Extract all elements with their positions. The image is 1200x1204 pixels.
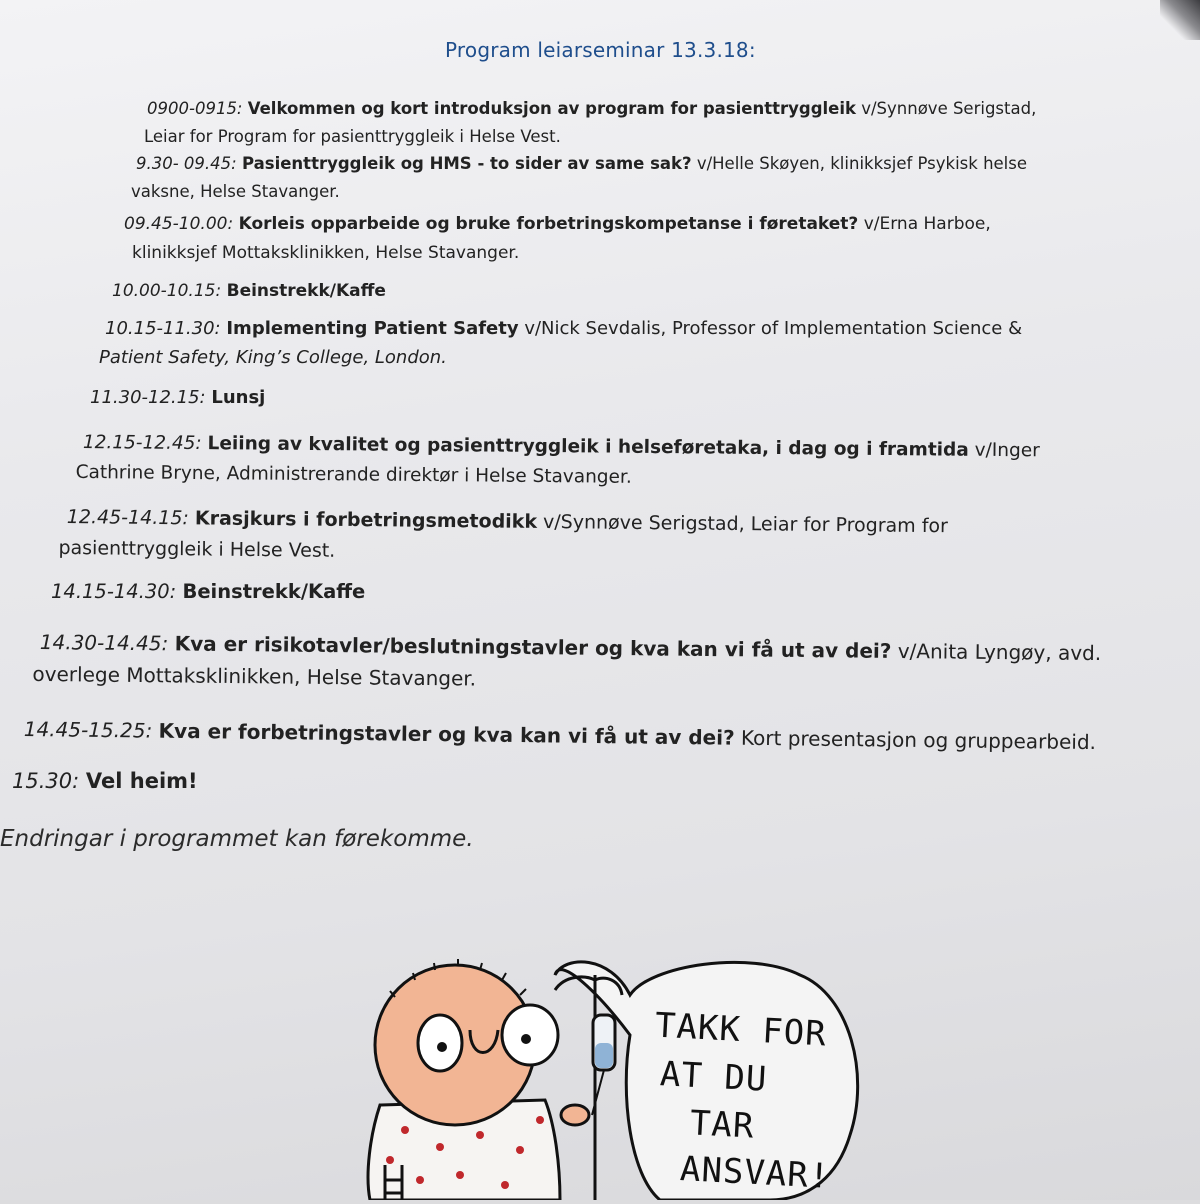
item-detail: Patient Safety, King’s College, London. <box>99 347 447 368</box>
item-topic: Vel heim! <box>85 769 198 793</box>
patient-hand <box>561 1105 589 1125</box>
item-topic: Pasienttryggleik og HMS - to sider av same sak? <box>241 154 692 173</box>
schedule-item-2 <box>131 150 1028 206</box>
item-time: 14.15-14.30: <box>51 580 177 603</box>
item-detail: pasienttryggleik i Helse Vest. <box>58 536 336 562</box>
speech-bubble-line-3: TAR <box>688 1103 756 1147</box>
schedule-item-6 <box>90 383 265 412</box>
item-speaker: v/Synnøve Serigstad, <box>855 99 1037 118</box>
item-speaker: v/Erna Harboe, <box>858 214 991 234</box>
speech-bubble-line-1: TAKK FOR <box>654 1005 828 1055</box>
schedule-item-9 <box>51 576 365 607</box>
item-speaker: v/Nick Sevdalis, Professor of Implementation Science & <box>518 318 1023 339</box>
speech-bubble-line-2: AT DU <box>659 1054 769 1100</box>
item-topic: Kva er forbetringstavler og kva kan vi få ut av dei? <box>158 718 735 750</box>
patient-cartoon <box>330 935 890 1200</box>
item-time: 0900-0915: <box>147 99 243 118</box>
item-topic: Implementing Patient Safety <box>226 318 519 339</box>
item-time: 10.00-10.15: <box>112 281 222 301</box>
iv-fluid <box>595 1043 613 1068</box>
item-speaker: v/Helle Skøyen, klinikksjef Psykisk helse <box>691 154 1028 173</box>
item-time: 15.30: <box>12 769 80 793</box>
item-detail: klinikksjef Mottaksklinikken, Helse Stavanger. <box>132 243 520 263</box>
schedule-item-12 <box>12 765 198 797</box>
page-corner-shadow <box>1160 0 1200 40</box>
item-time: 12.45-14.15: <box>66 505 189 530</box>
item-time: 12.15-12.45: <box>82 431 202 455</box>
item-topic: Leiing av kvalitet og pasienttryggleik i helseføretaka, i dag og i framtida <box>207 433 969 461</box>
schedule-item-7 <box>75 428 1040 496</box>
item-detail: Cathrine Bryne, Administrerande direktør i Helse Stavanger. <box>75 461 632 488</box>
item-speaker: Kort presentasjon og gruppearbeid. <box>734 725 1097 755</box>
item-speaker: v/Synnøve Serigstad, Leiar for Program for <box>536 510 949 538</box>
item-detail: Leiar for Program for pasienttryggleik i Helse Vest. <box>144 127 561 146</box>
item-time: 9.30- 09.45: <box>136 154 237 173</box>
item-topic: Kva er risikotavler/beslutningstavler og kva kan vi få ut av dei? <box>174 631 892 663</box>
item-topic: Krasjkurs i forbetringsmetodikk <box>194 507 538 533</box>
right-eye <box>502 1005 558 1065</box>
page-title: Program leiarseminar 13.3.18: <box>445 38 756 62</box>
program-change-note: Endringar i programmet kan førekomme. <box>0 826 474 852</box>
item-detail: vaksne, Helse Stavanger. <box>131 182 340 201</box>
schedule-item-10 <box>32 626 1102 701</box>
item-topic: Lunsj <box>211 387 266 408</box>
item-topic: Korleis opparbeide og bruke forbetringskompetanse i føretaket? <box>238 214 859 234</box>
speech-bubble-line-4: ANSVAR! <box>679 1149 832 1197</box>
item-topic: Velkommen og kort introduksjon av program for pasienttryggleik <box>247 99 856 118</box>
item-time: 10.15-11.30: <box>105 318 221 339</box>
item-time: 09.45-10.00: <box>124 214 234 234</box>
schedule-item-1 <box>144 95 1037 151</box>
item-time: 14.45-15.25: <box>23 716 153 743</box>
schedule-item-4 <box>112 277 386 306</box>
item-speaker: v/Inger <box>968 439 1040 462</box>
item-detail: overlege Mottaksklinikken, Helse Stavanger. <box>32 661 477 691</box>
schedule-item-5 <box>99 314 1023 372</box>
item-speaker: v/Anita Lyngøy, avd. <box>891 638 1102 666</box>
item-time: 14.30-14.45: <box>39 629 169 656</box>
schedule-item-3 <box>124 210 991 268</box>
item-topic: Beinstrekk/Kaffe <box>182 580 366 603</box>
schedule-item-8 <box>58 502 949 573</box>
item-time: 11.30-12.15: <box>90 387 206 408</box>
item-topic: Beinstrekk/Kaffe <box>226 281 386 301</box>
